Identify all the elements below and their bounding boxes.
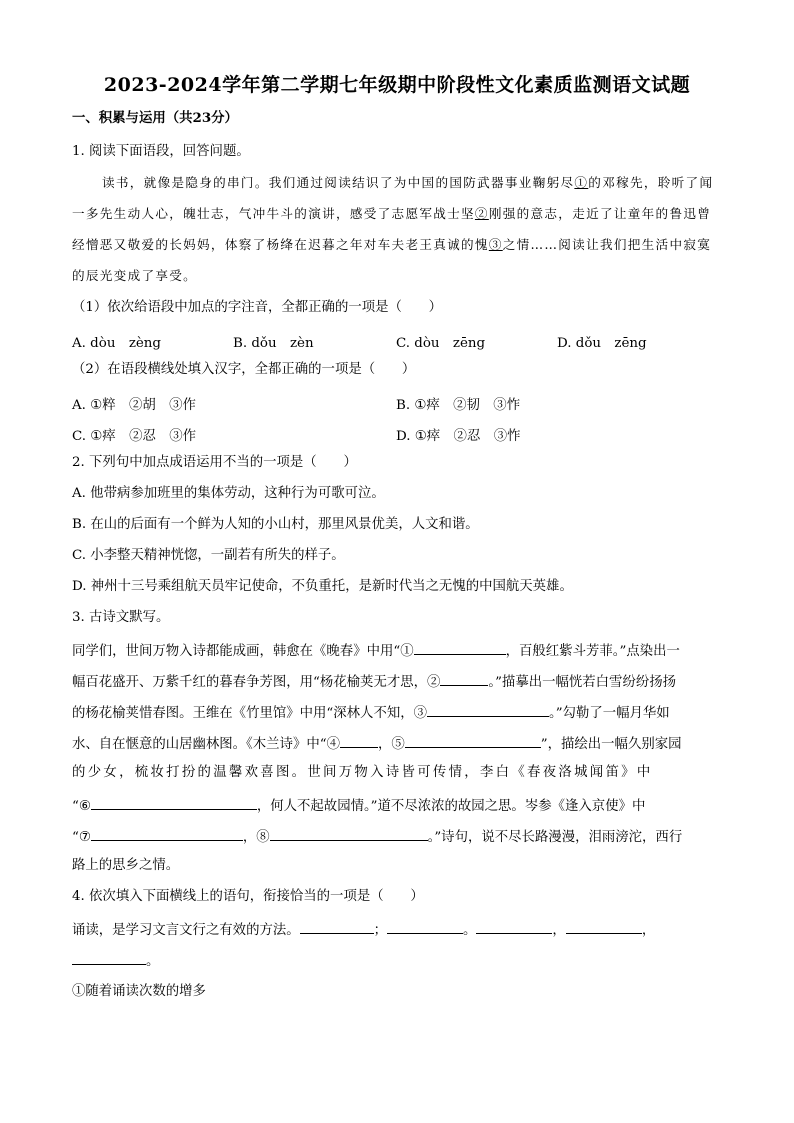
question-4-stem: 4. 依次填入下面横线上的语句，衔接恰当的一项是（ ） xyxy=(72,889,424,904)
page-title: 2023-2024学年第二学期七年级期中阶段性文化素质监测语文试题 xyxy=(103,74,691,96)
q4-line-1: 诵读，是学习文言文行之有效的方法。 ； 。 ， ， xyxy=(72,923,656,938)
q4-blank-5[interactable] xyxy=(72,952,146,965)
fill-blank-2[interactable] xyxy=(440,673,488,686)
q1-sub1-stem: （1）依次给语段中加点的字注音，全都正确的一项是（ ） xyxy=(72,300,443,315)
q1-sub2-option-a[interactable]: A. ①粹 ②胡 ③作 xyxy=(72,398,196,413)
q2-option-a[interactable]: A. 他带病参加班里的集体劳动，这种行为可歌可泣。 xyxy=(72,486,385,501)
q1-sub2-option-c[interactable]: C. ①瘁 ②忍 ③作 xyxy=(72,429,197,444)
question-1-stem: 1. 阅读下面语段，回答问题。 xyxy=(72,144,250,159)
blank-3: ③ xyxy=(488,237,503,252)
fill-blank-5[interactable] xyxy=(405,735,541,748)
q3-line-1: 同学们，世间万物入诗都能成画，韩愈在《晚春》中用“① ，百般红紫斗芳菲。”点染出一 xyxy=(72,644,680,659)
question-2-stem: 2. 下列句中加点成语运用不当的一项是（ ） xyxy=(72,455,357,470)
q1-sub1-option-c[interactable]: C. dòu zēng xyxy=(396,336,486,351)
q1-sub1-option-b[interactable]: B. dǒu zèn xyxy=(233,336,314,351)
fill-blank-8[interactable] xyxy=(270,828,428,841)
q2-option-d[interactable]: D. 神州十三号乘组航天员牢记使命，不负重托，是新时代当之无愧的中国航天英雄。 xyxy=(72,579,573,594)
q3-line-6: “⑥ ，何人不起故园情。”道不尽浓浓的故园之思。岑参《逢入京使》中 xyxy=(72,799,646,814)
question-3-stem: 3. 古诗文默写。 xyxy=(72,610,170,625)
q1-sub2-option-d[interactable]: D. ①瘁 ②忍 ③怍 xyxy=(396,429,521,444)
q4-blank-3[interactable] xyxy=(476,921,552,934)
q1-sub2-stem: （2）在语段横线处填入汉字，全都正确的一项是（ ） xyxy=(72,362,416,377)
q4-blank-2[interactable] xyxy=(387,921,463,934)
q1-sub1-option-d[interactable]: D. dǒu zēng xyxy=(557,336,647,351)
fill-blank-6[interactable] xyxy=(91,797,257,810)
q3-line-3: 的杨花榆荚惜春图。王维在《竹里馆》中用“深林人不知，③ 。”勾勒了一幅月华如 xyxy=(72,706,670,721)
q3-line-4: 水、自在惬意的山居幽林图。《木兰诗》中“④ ，⑤ ”，描绘出一幅久别家园 xyxy=(72,737,682,752)
passage-line-3: 经憎恶又敬爱的长妈妈，体察了杨绛在迟暮之年对车夫老王真诚的愧③之情……阅读让我们把生活中寂寞 xyxy=(72,237,712,252)
q3-line-2: 幅百花盛开、万紫千红的暮春争芳图，用“杨花榆荚无才思，② 。”描摹出一幅恍若白雪纷纷扬扬 xyxy=(72,675,677,690)
fill-blank-1[interactable] xyxy=(414,642,506,655)
q1-sub1-option-a[interactable]: A. dòu zèng xyxy=(72,336,162,351)
q2-option-b[interactable]: B. 在山的后面有一个鲜为人知的小山村，那里风景优美，人文和谐。 xyxy=(72,517,479,532)
q1-sub2-option-b[interactable]: B. ①瘁 ②韧 ③怍 xyxy=(396,398,521,413)
q4-line-2: 。 xyxy=(72,952,159,968)
fill-blank-3[interactable] xyxy=(427,704,549,717)
blank-2: ② xyxy=(474,206,489,221)
q3-line-7: “⑦ ，⑧ 。”诗句，说不尽长路漫漫，泪雨滂沱，西行 xyxy=(72,830,683,845)
q3-line-5: 的少女，梳妆打扮的温馨欢喜图。世间万物入诗皆可传情，李白《春夜洛城闻笛》中 xyxy=(72,765,653,780)
q3-line-8: 路上的思乡之情。 xyxy=(72,858,180,873)
q4-blank-1[interactable] xyxy=(300,921,374,934)
q4-blank-4[interactable] xyxy=(566,921,642,934)
q2-option-c[interactable]: C. 小李整天精神恍惚，一副若有所失的样子。 xyxy=(72,548,345,563)
passage-line-1: 读书，就像是隐身的串门。我们通过阅读结识了为中国的国防武器事业鞠躬尽①的邓稼先，聆听了闻 xyxy=(102,175,714,190)
fill-blank-7[interactable] xyxy=(91,828,243,841)
passage-line-2: 一多先生动人心，魄壮志，气冲牛斗的演讲，感受了志愿军战士坚②刚强的意志，走近了让童年的鲁迅曾 xyxy=(72,206,712,221)
blank-1: ① xyxy=(574,175,589,190)
section-heading: 一、积累与运用（共23分） xyxy=(72,110,238,126)
fill-blank-4[interactable] xyxy=(340,735,378,748)
passage-line-4: 的辰光变成了享受。 xyxy=(72,268,198,283)
q4-item-1: ①随着诵读次数的增多 xyxy=(72,984,206,999)
